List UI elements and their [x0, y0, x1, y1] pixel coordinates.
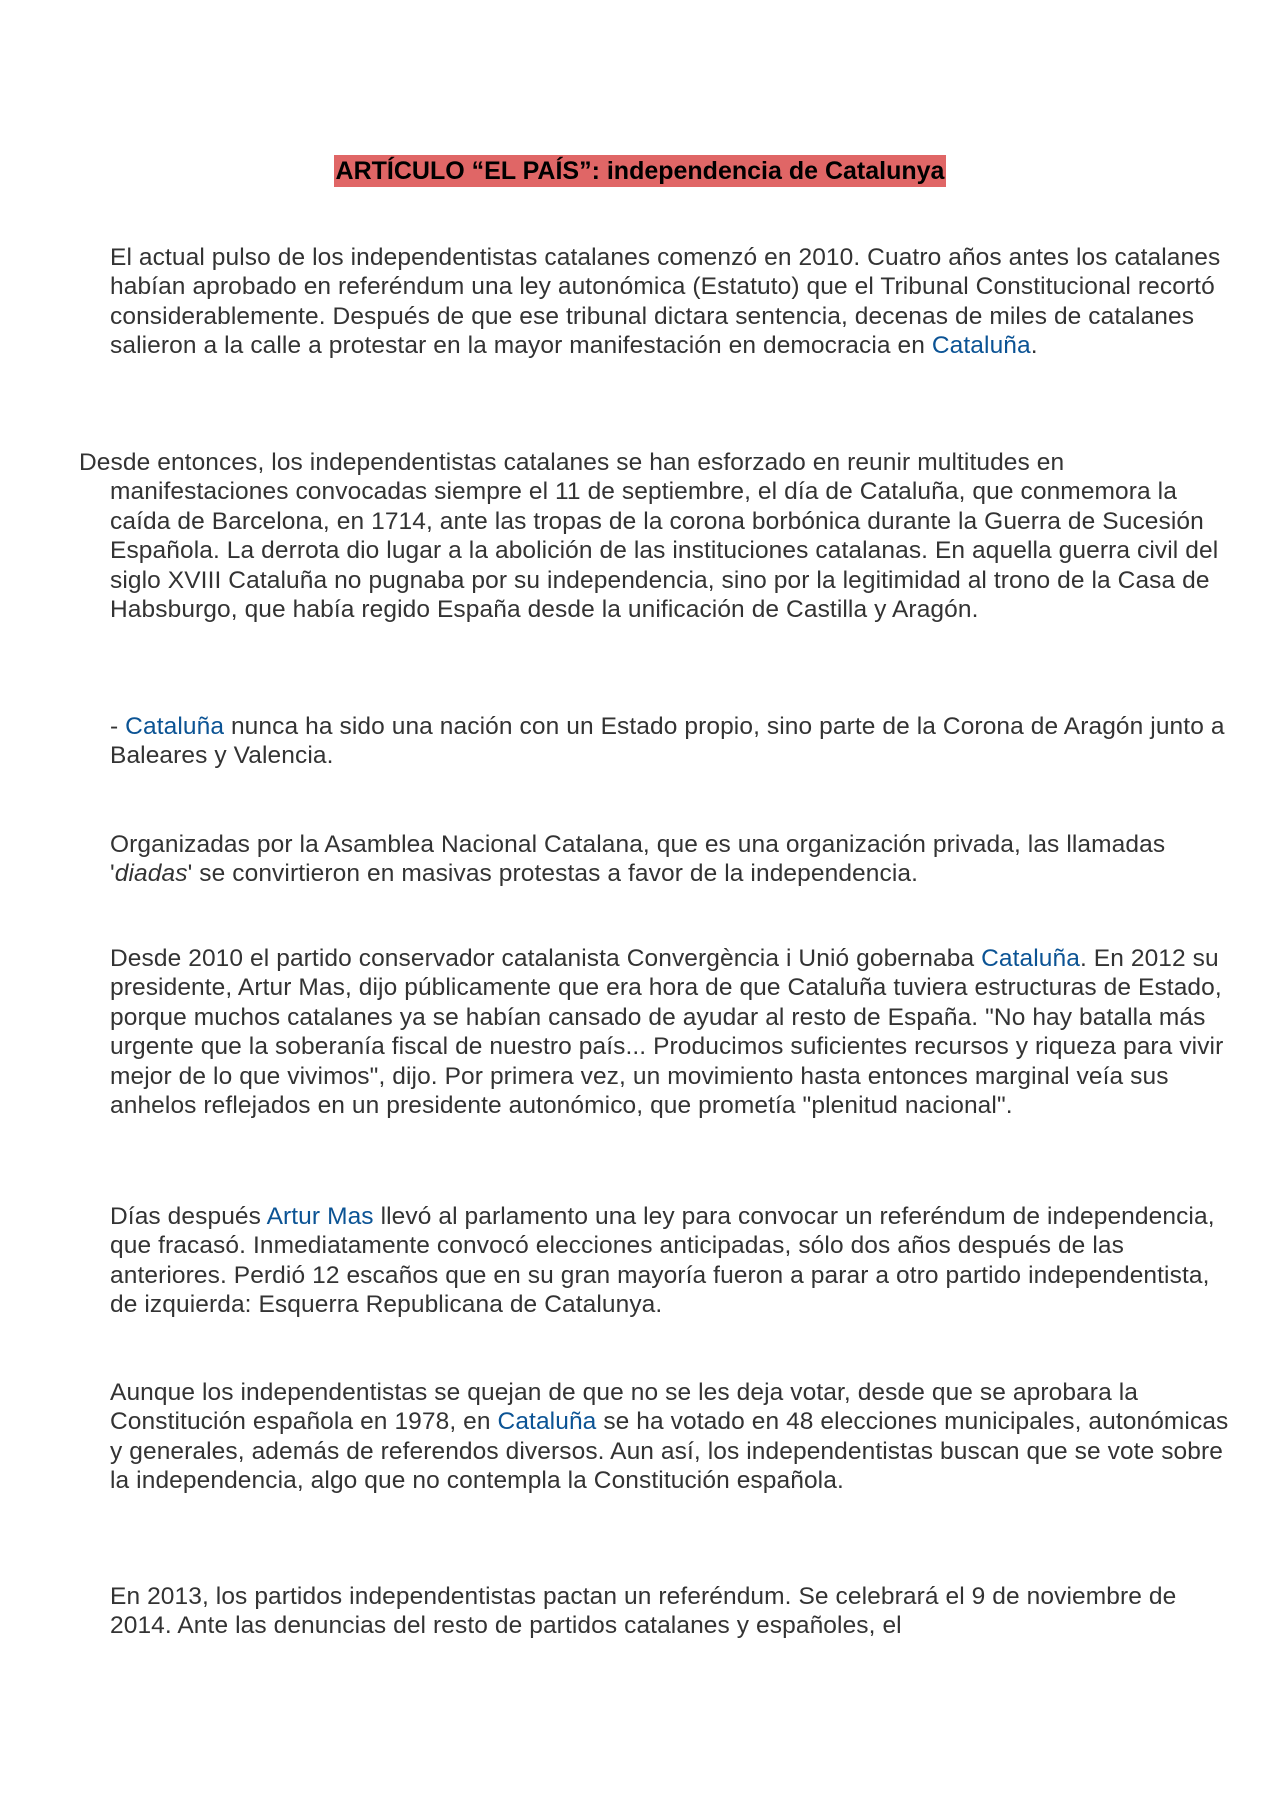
paragraph-3-prefix: -	[110, 713, 126, 740]
paragraph-6	[110, 1202, 1230, 1320]
link-cataluna-4[interactable]: Cataluña	[497, 1408, 597, 1436]
paragraph-3-text: nunca ha sido una nación con un Estado propio, sino parte de la Corona de Aragón junto a Baleares y Valencia.	[110, 713, 1225, 770]
paragraph-1-text-a: El actual pulso de los independentistas catalanes comenzó en 2010. Cuatro años antes los catalanes habían aprobado en referéndum una ley autonómica (Estatuto) que el Tribunal Constitucional recortó considerablemente. Después de que ese tribunal dictara sentencia, decenas de miles de catalanes salieron a la calle a protestar en la mayor manifestación en democracia en	[110, 244, 1221, 360]
paragraph-4-italic: diadas	[114, 860, 188, 888]
paragraph-5-text-b: . En 2012 su presidente, Artur Mas, dijo públicamente que era hora de que Cataluña tuviera estructuras de Estado, porque muchos catalanes ya se habían cansado de ayudar al resto de España. "No hay batalla más urgente que la soberanía fiscal de nuestro país... Producimos suficientes recursos y riqueza para vivir mejor de lo que vivimos", dijo. Por primera vez, un movimiento hasta entonces marginal veía sus anhelos reflejados en un presidente autonómico, que prometía "plenitud nacional".	[110, 945, 1224, 1120]
paragraph-4-text-b: ' se convirtieron en masivas protestas a favor de la independencia.	[187, 860, 919, 888]
paragraph-4	[110, 830, 1230, 889]
paragraph-2	[79, 448, 1230, 624]
paragraph-7-text-a: Aunque los independentistas se quejan de que no se les deja votar, desde que se aprobara la Constitución española en 1978, en	[110, 1379, 1138, 1436]
paragraph-5-text-a: Desde 2010 el partido conservador catalanista Convergència i Unió gobernaba	[110, 945, 982, 972]
paragraph-8-text: En 2013, los partidos independentistas pactan un referéndum. Se celebrará el 9 de noviembre de 2014. Ante las denuncias del resto de partidos catalanes y españoles, el	[110, 1583, 1177, 1640]
paragraph-1	[110, 243, 1230, 361]
link-artur-mas[interactable]: Artur Mas	[266, 1203, 374, 1230]
article-title: ARTÍCULO “EL PAÍS”: independencia de Catalunya	[335, 157, 945, 185]
paragraph-7	[110, 1378, 1230, 1496]
paragraph-4-text-a: Organizadas por la Asamblea Nacional Catalana, que es una organización privada, las llamadas '	[110, 831, 1166, 888]
link-cataluna-2[interactable]: Cataluña	[125, 713, 225, 740]
paragraph-5	[110, 944, 1230, 1120]
paragraph-1-text-b: .	[1030, 332, 1038, 360]
paragraph-3	[110, 712, 1230, 771]
paragraph-6-text-a: Días después	[110, 1203, 267, 1230]
paragraph-7-text-b: se ha votado en 48 elecciones municipales, autonómicas y generales, además de referendos diversos. Aun así, los independentistas buscan que se vote sobre la independencia, algo que no contempla la Constitución española.	[110, 1408, 1229, 1495]
title-container	[0, 155, 1280, 187]
paragraph-2-text: Desde entonces, los independentistas catalanes se han esforzado en reunir multitudes en manifestaciones convocadas siempre el 11 de septiembre, el día de Cataluña, que conmemora la caída de Barcelona, en 1714, ante las tropas de la corona borbónica durante la Guerra de Sucesión Española. La derrota dio lugar a la abolición de las instituciones catalanas. En aquella guerra civil del siglo XVIII Cataluña no pugnaba por su independencia, sino por la legitimidad al trono de la Casa de Habsburgo, que había regido España desde la unificación de Castilla y Aragón.	[79, 449, 1219, 624]
paragraph-8	[110, 1582, 1230, 1641]
link-cataluna-3[interactable]: Cataluña	[981, 945, 1080, 972]
paragraph-6-text-b: llevó al parlamento una ley para convocar un referéndum de independencia, que fracasó. Inmediatamente convocó elecciones anticipadas, sólo dos años después de las anteriores. Perdió 12 escaños que en su gran mayoría fueron a parar a otro partido independentista, de izquierda: Esquerra Republicana de Catalunya.	[110, 1203, 1215, 1319]
link-cataluna-1[interactable]: Cataluña	[931, 332, 1031, 360]
